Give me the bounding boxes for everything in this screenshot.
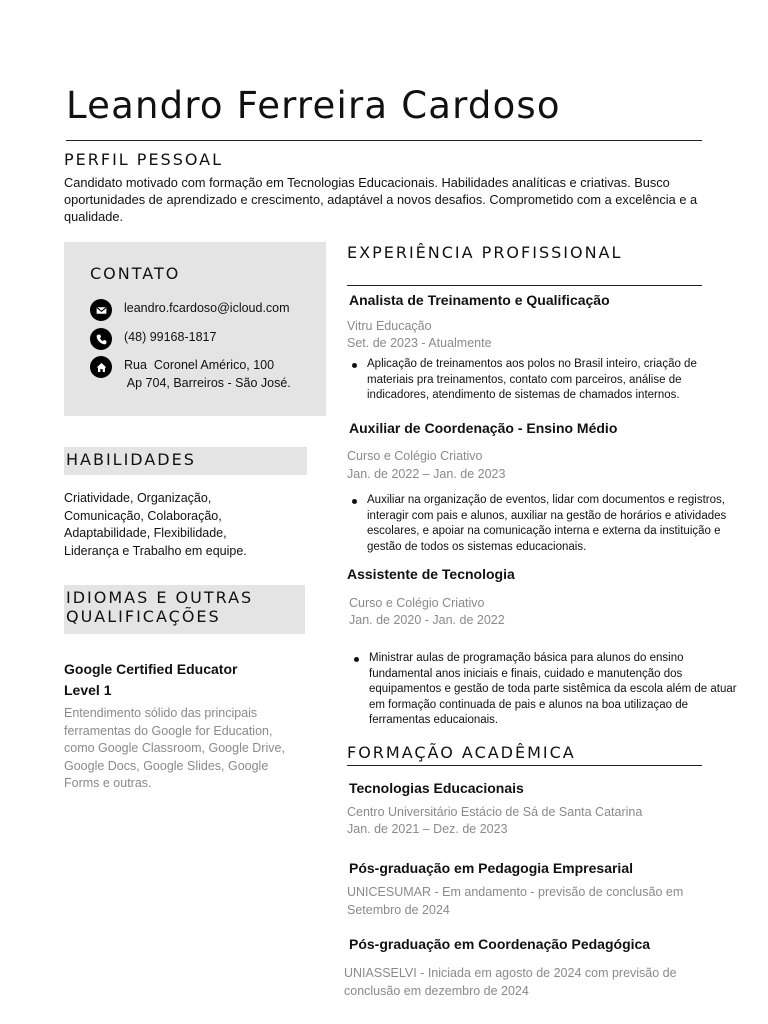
header-divider — [66, 140, 702, 141]
experience-section-title: EXPERIÊNCIA PROFISSIONAL — [347, 243, 623, 262]
job-bullets — [348, 493, 742, 555]
contact-phone-row — [90, 328, 216, 350]
education-title: Tecnologias Educacionais — [349, 780, 524, 796]
skills-list — [64, 490, 314, 560]
contact-phone[interactable]: (48) 99168-1817 — [124, 330, 217, 344]
contact-email[interactable]: leandro.fcardoso@icloud.com — [124, 301, 290, 315]
job-company: Curso e Colégio Criativo — [347, 449, 483, 463]
education-section-title: FORMAÇÃO ACADÊMICA — [347, 743, 576, 762]
skills-line: Criatividade, Organização, — [64, 491, 212, 505]
certification-description: Entendimento sólido das principais ferramentas do Google for Education, como Google Classroom, Google Drive, Google Docs, Google Slides, Google Forms e outras. — [64, 706, 285, 790]
contact-box — [64, 242, 326, 416]
education-divider — [347, 765, 702, 766]
experience-divider — [347, 285, 702, 286]
contact-address — [124, 356, 291, 392]
certification-title-line-1: Google Certified Educator — [64, 661, 238, 677]
phone-icon — [90, 328, 112, 350]
languages-title-line-1: IDIOMAS E OUTRAS — [66, 588, 254, 607]
contact-email-row — [90, 299, 290, 321]
skills-line: Adaptabilidade, Flexibilidade, — [64, 526, 227, 540]
candidate-name: Leandro Ferreira Cardoso — [66, 84, 561, 127]
profile-section-title: PERFIL PESSOAL — [64, 150, 224, 169]
job-title: Assistente de Tecnologia — [347, 566, 515, 582]
certification-title — [64, 659, 237, 701]
mail-icon — [90, 299, 112, 321]
home-icon — [90, 356, 112, 378]
job-bullet: Aplicação de treinamentos aos polos no Brasil inteiro, criação de materiais pra treinamentos, contato com parceiros, análise de indicadores, atendimento de sistemas de chamados internos. — [348, 357, 726, 404]
address-line-1: Rua Coronel Américo, 100 — [124, 358, 275, 372]
languages-section-title — [66, 588, 253, 626]
job-title: Auxiliar de Coordenação - Ensino Médio — [349, 420, 618, 436]
languages-title-line-2: QUALIFICAÇÕES — [66, 607, 221, 626]
skills-line: Liderança e Trabalho em equipe. — [64, 543, 247, 558]
job-title: Analista de Treinamento e Qualificação — [349, 292, 610, 308]
education-institution: Centro Universitário Estácio de Sá de Santa Catarina — [347, 805, 643, 819]
contact-section-title: CONTATO — [90, 264, 181, 283]
job-period: Jan. de 2022 – Jan. de 2023 — [347, 467, 506, 481]
profile-text: Candidato motivado com formação em Tecnologias Educacionais. Habilidades analíticas e criativas. Busco oportunidades de aprendizado e crescimento, adaptável a novos desafios. Comprometido com a excelência e a qualidade. — [64, 175, 698, 224]
job-bullet: Auxiliar na organização de eventos, lidar com documentos e registros, interagir com pais e alunos, auxiliar na gestão de horários e atividades escolares, e apoiar na comunicação interna e externa da instituição e gestão de todos os sistemas educacionais. — [348, 493, 742, 555]
skills-line: Comunicação, Colaboração, — [64, 508, 222, 523]
job-bullet: Ministrar aulas de programação básica para alunos do ensino fundamental anos iniciais e finais, cuidado e manutenção dos equipamentos e gestão de toda parte sistêmica da escola além de atuar em formação continuada de pais e alunos na boa utilizaçao de ferramentas educaionais. — [350, 651, 740, 729]
education-title: Pós-graduação em Pedagogia Empresarial — [349, 860, 633, 876]
certification-title-line-2: Level 1 — [64, 682, 112, 698]
skills-section-title: HABILIDADES — [66, 450, 196, 469]
education-detail: UNICESUMAR - Em andamento - previsão de conclusão em Setembro de 2024 — [347, 885, 684, 917]
contact-address-row — [90, 356, 291, 392]
education-period: Jan. de 2021 – Dez. de 2023 — [347, 822, 508, 836]
job-period: Jan. de 2020 - Jan. de 2022 — [349, 613, 505, 627]
job-bullets — [348, 357, 726, 404]
job-period: Set. de 2023 - Atualmente — [347, 336, 492, 350]
job-bullets — [350, 651, 740, 729]
address-line-2: Ap 704, Barreiros - São José. — [124, 376, 291, 390]
job-company: Curso e Colégio Criativo — [349, 596, 485, 610]
job-company: Vitru Educação — [347, 319, 432, 333]
education-detail: UNIASSELVI - Iniciada em agosto de 2024 com previsão de conclusão em dezembro de 2024 — [344, 966, 677, 998]
education-title: Pós-graduação em Coordenação Pedagógica — [349, 936, 651, 952]
